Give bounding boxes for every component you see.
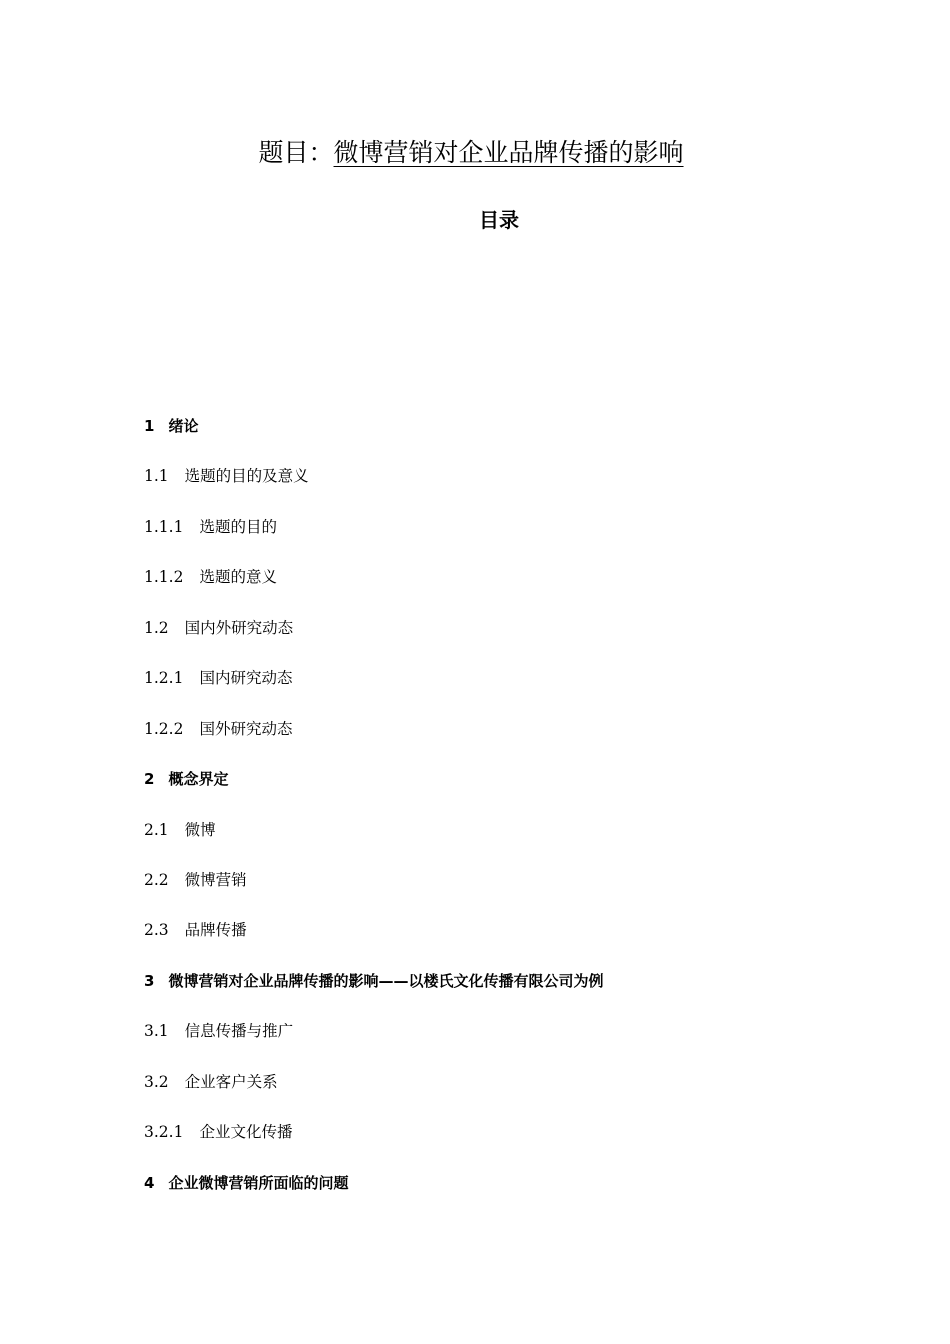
toc-entry-number: 1.1: [144, 467, 169, 486]
toc-entry-label: 信息传播与推广: [184, 1022, 294, 1041]
toc-entry-number: 1.1.1: [144, 517, 184, 536]
toc-entry-label: 国外研究动态: [199, 719, 293, 738]
toc-entry-label: 国内外研究动态: [184, 618, 294, 637]
toc-entry-label: 企业微博营销所面临的问题: [168, 1173, 349, 1192]
toc-entry[interactable]: [144, 1067, 844, 1117]
toc-entry[interactable]: [144, 663, 844, 713]
toc-entry[interactable]: [144, 613, 844, 663]
toc-entry[interactable]: [144, 461, 844, 511]
toc-entry[interactable]: [144, 966, 844, 1016]
toc-entry-number: 3: [144, 971, 155, 990]
title-prefix: 题目：: [258, 138, 334, 167]
toc-entry[interactable]: [144, 512, 844, 562]
toc-entry[interactable]: [144, 714, 844, 764]
toc-entry[interactable]: [144, 1016, 844, 1066]
toc-entry[interactable]: [144, 764, 844, 814]
toc-entry-number: 4: [144, 1173, 155, 1192]
toc-entry-number: 3.2: [144, 1072, 169, 1091]
toc-entry-label: 微博营销: [184, 870, 247, 889]
toc-entry[interactable]: [144, 1168, 844, 1218]
toc-entry-label: 企业客户关系: [184, 1072, 278, 1091]
toc-entry-number: 1: [144, 417, 155, 435]
toc-entry[interactable]: [144, 865, 844, 915]
toc-entry-number: 1.2: [144, 618, 169, 637]
toc-entry[interactable]: [144, 1117, 844, 1167]
toc-entry-label: 选题的目的: [199, 517, 277, 536]
toc-entry[interactable]: [144, 562, 844, 612]
toc-entry-label: 绪论: [168, 417, 199, 435]
toc-entry-number: 2.2: [144, 870, 169, 889]
toc-entry-label: 概念界定: [168, 770, 229, 789]
toc-entry[interactable]: [144, 815, 844, 865]
toc-entry-label: 微博营销对企业品牌传播的影响——以楼氏文化传播有限公司为例: [168, 971, 604, 990]
toc-entry[interactable]: [144, 915, 844, 965]
toc-entry-label: 选题的意义: [199, 568, 277, 587]
toc-entry-number: 2.1: [144, 820, 169, 839]
toc-entry-number: 2.3: [144, 921, 169, 940]
toc-entry[interactable]: [144, 411, 844, 461]
toc-entry-label: 国内研究动态: [199, 669, 293, 688]
toc-entry-label: 微博: [184, 820, 216, 839]
toc-entry-number: 1.1.2: [144, 568, 184, 587]
toc-entry-number: 2: [144, 770, 155, 789]
toc-entry-number: 3.1: [144, 1022, 169, 1041]
toc-entry-number: 3.2.1: [144, 1123, 184, 1142]
toc-entry-number: 1.2.1: [144, 669, 184, 688]
toc-entry-label: 品牌传播: [184, 921, 247, 940]
toc-entry-label: 选题的目的及意义: [184, 467, 309, 486]
toc-heading: 目录: [479, 208, 519, 232]
title-text: 微博营销对企业品牌传播的影响: [333, 138, 684, 167]
table-of-contents: [144, 411, 844, 1218]
toc-entry-label: 企业文化传播: [199, 1123, 293, 1142]
document-title: [0, 136, 950, 170]
toc-entry-number: 1.2.2: [144, 719, 184, 738]
